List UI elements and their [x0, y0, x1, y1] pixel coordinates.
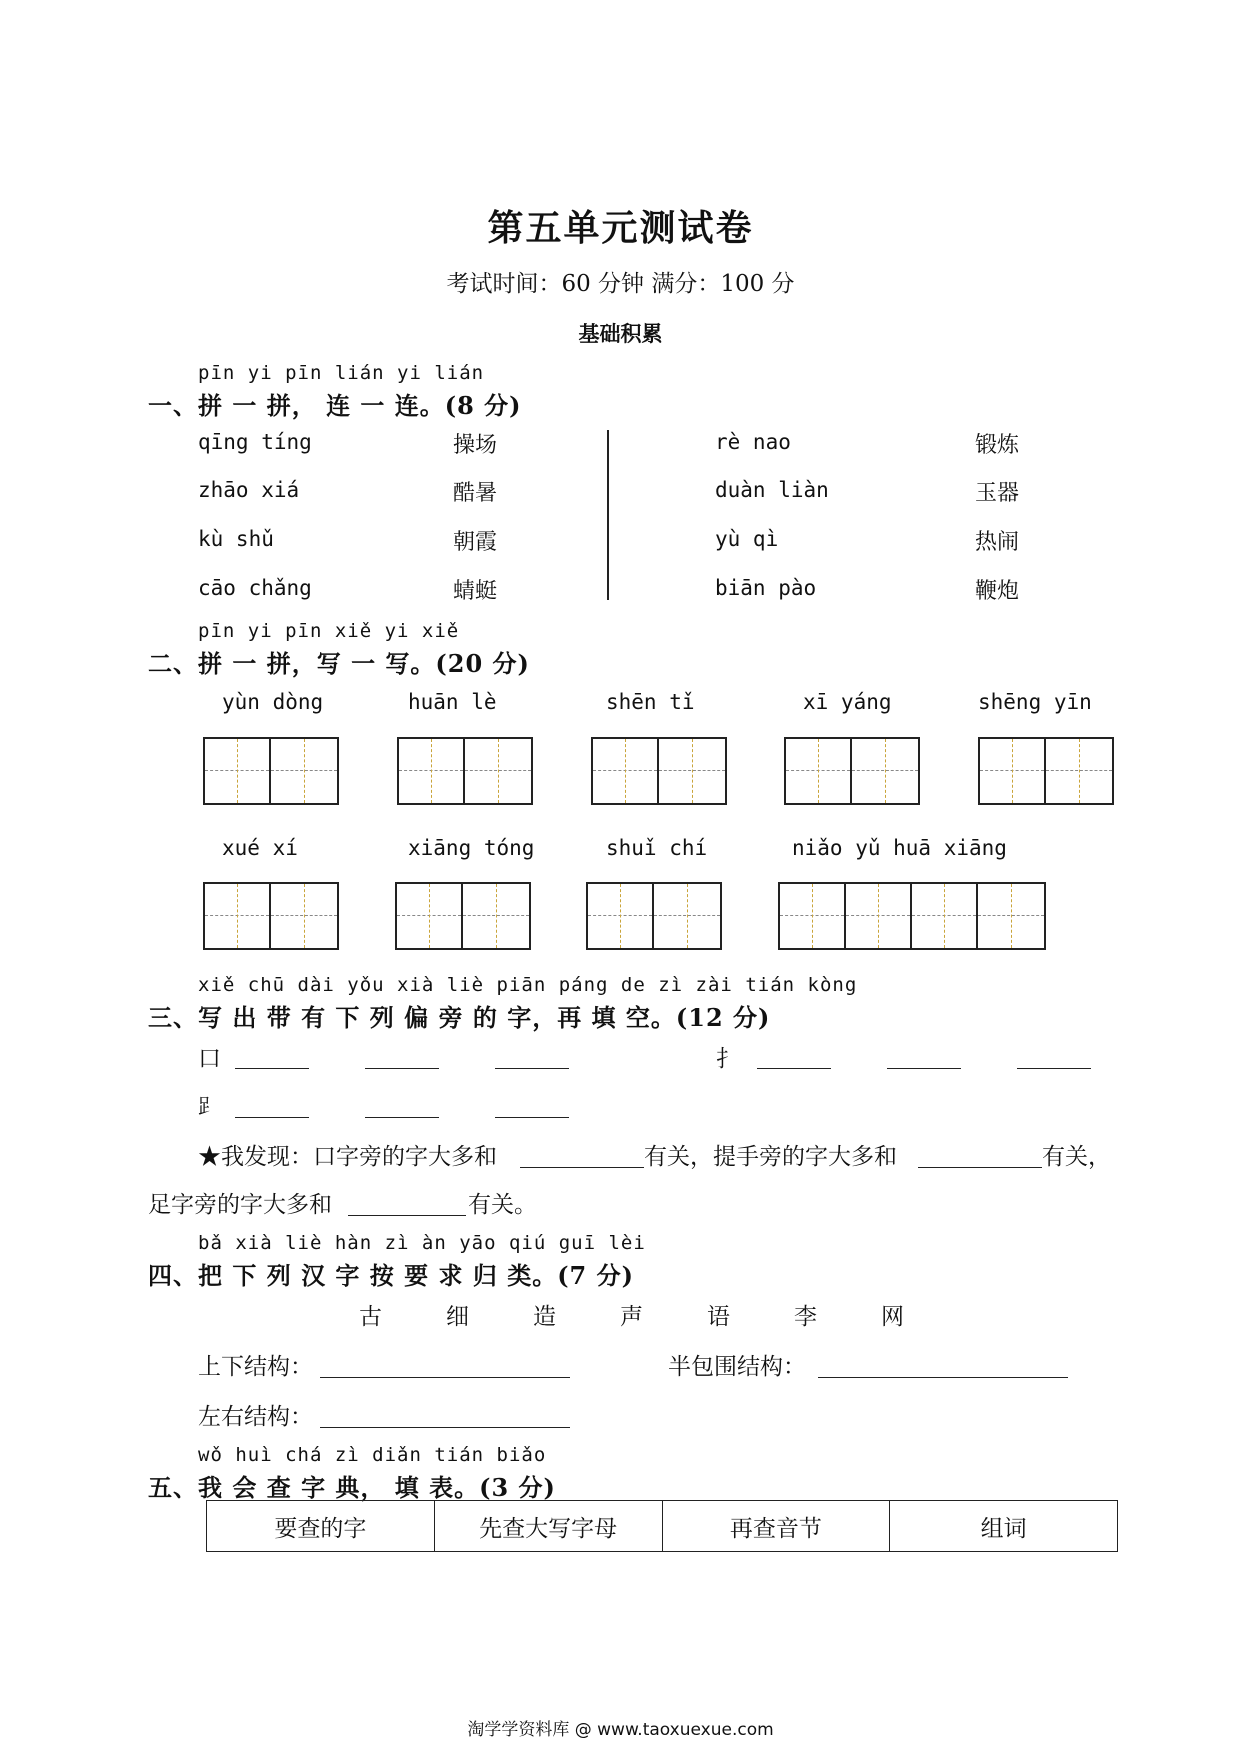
writing-grid[interactable]	[784, 737, 920, 805]
q2-pinyin-shenti: shēn tǐ	[606, 690, 695, 714]
answer-blank[interactable]	[495, 1067, 569, 1069]
radical-hand: 扌	[716, 1046, 739, 1072]
q1-left-word-4: 蜻蜓	[453, 579, 498, 604]
label-left-right: 左右结构：	[198, 1404, 313, 1430]
q1-right-word-4: 鞭炮	[975, 579, 1020, 604]
answer-blank[interactable]	[235, 1116, 309, 1118]
answer-blank[interactable]	[365, 1116, 439, 1118]
q2-pinyin-niaoyuhuaxiang: niǎo yǔ huā xiāng	[792, 836, 1007, 860]
footer-watermark: 淘学学资料库 @ www.taoxuexue.com	[467, 1720, 774, 1740]
page-title: 第五单元测试卷	[487, 207, 754, 249]
answer-blank[interactable]	[1017, 1067, 1091, 1069]
q2-pinyin-xiyang: xī yáng	[803, 690, 892, 714]
q1-heading: 一、拼 一 拼， 连 一 连。(8 分)	[148, 391, 522, 420]
answer-blank[interactable]	[918, 1166, 1042, 1168]
discovery-text-d: 足字旁的字大多和	[148, 1192, 332, 1218]
q1-right-pinyin-1: rè nao	[715, 430, 791, 454]
q1-right-word-1: 锻炼	[975, 433, 1020, 458]
answer-blank[interactable]	[320, 1376, 570, 1378]
column-divider	[607, 430, 609, 600]
writing-grid[interactable]	[203, 737, 339, 805]
discovery-text-b: 有关，提手旁的字大多和	[644, 1144, 897, 1170]
table-header: 先查大写字母	[434, 1501, 662, 1552]
q1-left-word-1: 操场	[453, 433, 498, 458]
q1-left-pinyin-2: zhāo xiá	[198, 478, 300, 502]
q2-pinyin-yundong: yùn dòng	[222, 690, 324, 714]
char-gu: 古	[359, 1304, 382, 1330]
radical-foot: 𧾷	[198, 1094, 218, 1118]
char-xi: 细	[446, 1304, 469, 1330]
exam-info: 考试时间：60 分钟 满分：100 分	[446, 271, 795, 297]
answer-blank[interactable]	[348, 1214, 466, 1216]
q2-pinyin-shengyin: shēng yīn	[978, 690, 1092, 714]
answer-blank[interactable]	[320, 1426, 570, 1428]
q1-right-pinyin-2: duàn liàn	[715, 478, 829, 502]
answer-blank[interactable]	[520, 1166, 644, 1168]
q3-pinyin: xiě chū dài yǒu xià liè piān páng de zì zài tián kòng	[198, 974, 858, 996]
section-heading: 基础积累	[578, 321, 663, 346]
table-header: 组词	[890, 1501, 1118, 1552]
q2-pinyin-huanle: huān lè	[408, 690, 497, 714]
q1-right-pinyin-3: yù qì	[715, 527, 779, 551]
q4-heading: 四、把 下 列 汉 字 按 要 求 归 类。(7 分)	[148, 1261, 634, 1290]
writing-grid[interactable]	[586, 882, 722, 950]
q1-left-word-3: 朝霞	[453, 530, 498, 555]
answer-blank[interactable]	[887, 1067, 961, 1069]
q2-pinyin-xuexi: xué xí	[222, 836, 298, 860]
answer-blank[interactable]	[818, 1376, 1068, 1378]
discovery-text-a: ★我发现：口字旁的字大多和	[198, 1144, 497, 1170]
q1-right-word-2: 玉器	[975, 481, 1020, 506]
writing-grid[interactable]	[778, 882, 1046, 950]
char-wang: 网	[881, 1304, 904, 1330]
q4-pinyin: bǎ xià liè hàn zì àn yāo qiú guī lèi	[198, 1232, 646, 1254]
writing-grid[interactable]	[203, 882, 339, 950]
q3-heading: 三、写 出 带 有 下 列 偏 旁 的 字，再 填 空。(12 分)	[148, 1003, 771, 1032]
writing-grid[interactable]	[591, 737, 727, 805]
answer-blank[interactable]	[757, 1067, 831, 1069]
writing-grid[interactable]	[397, 737, 533, 805]
writing-grid[interactable]	[395, 882, 531, 950]
q1-left-pinyin-3: kù shǔ	[198, 527, 274, 551]
table-header: 要查的字	[207, 1501, 435, 1552]
label-top-bottom: 上下结构：	[198, 1354, 313, 1380]
char-zao: 造	[533, 1304, 556, 1330]
discovery-text-e: 有关。	[468, 1192, 537, 1218]
table-header: 再查音节	[662, 1501, 890, 1552]
q2-pinyin: pīn yi pīn xiě yi xiě	[198, 620, 460, 642]
char-yu: 语	[707, 1304, 730, 1330]
char-sheng: 声	[620, 1304, 643, 1330]
q1-right-pinyin-4: biān pào	[715, 576, 817, 600]
answer-blank[interactable]	[365, 1067, 439, 1069]
answer-blank[interactable]	[495, 1116, 569, 1118]
radical-mouth: 口	[198, 1046, 221, 1072]
q1-left-pinyin-4: cāo chǎng	[198, 576, 312, 600]
label-half-enclosure: 半包围结构：	[668, 1354, 806, 1380]
q5-pinyin: wǒ huì chá zì diǎn tián biǎo	[198, 1444, 547, 1466]
dictionary-table	[206, 1500, 1118, 1552]
q1-pinyin: pīn yi pīn lián yi lián	[198, 362, 485, 384]
answer-blank[interactable]	[235, 1067, 309, 1069]
q5-heading: 五、我 会 查 字 典， 填 表。(3 分)	[148, 1473, 556, 1502]
q1-left-word-2: 酷暑	[453, 481, 498, 506]
q1-right-word-3: 热闹	[975, 530, 1020, 555]
q2-pinyin-shuichi: shuǐ chí	[606, 836, 708, 860]
q1-left-pinyin-1: qīng tíng	[198, 430, 312, 454]
q2-heading: 二、拼 一 拼，写 一 写。(20 分)	[148, 649, 530, 678]
char-li: 李	[794, 1304, 817, 1330]
discovery-text-c: 有关，	[1042, 1144, 1111, 1170]
q2-pinyin-xiangtong: xiāng tóng	[408, 836, 535, 860]
writing-grid[interactable]	[978, 737, 1114, 805]
